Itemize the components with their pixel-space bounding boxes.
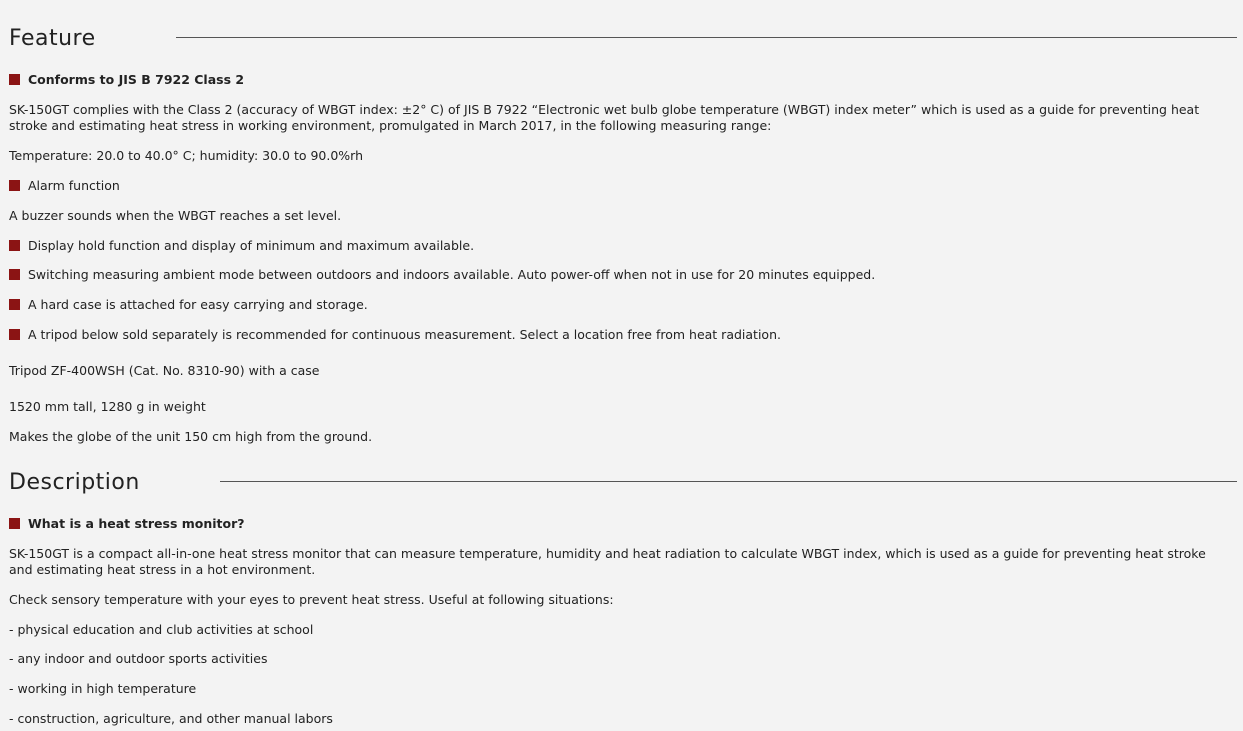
what-paragraph: SK-150GT is a compact all-in-one heat stress monitor that can measure temperature, humidity and heat radiation to calculate WBGT index, which is used as a guide for preventing heat stroke and estimating heat stress in a hot environment.	[9, 546, 1206, 577]
description-title: Description	[9, 469, 140, 495]
conforms-paragraph: SK-150GT complies with the Class 2 (accuracy of WBGT index: ±2° C) of JIS B 7922 “Electronic wet bulb globe temperature (WBGT) index meter” which is used as a guide for preventing heat stroke and estimating heat stress in working environment, promulgated in March 2017, in the following measuring range:	[9, 102, 1200, 133]
alarm-text: A buzzer sounds when the WBGT reaches a set level.	[9, 208, 342, 223]
tripod-size-text: 1520 mm tall, 1280 g in weight	[9, 399, 206, 414]
square-bullet-icon	[9, 240, 20, 251]
situation-item: - construction, agriculture, and other manual labors	[9, 711, 333, 726]
what-heading-text: What is a heat stress monitor?	[28, 516, 245, 531]
what-heading	[9, 516, 1231, 532]
situation-item: - working in high temperature	[9, 681, 197, 696]
switching-item	[9, 267, 1231, 283]
square-bullet-icon	[9, 180, 20, 191]
display-hold-text: Display hold function and display of minimum and maximum available.	[28, 238, 475, 253]
tripod-recommend-item	[9, 327, 1231, 343]
check-text: Check sensory temperature with your eyes to prevent heat stress. Useful at following situations:	[9, 592, 614, 607]
square-bullet-icon	[9, 74, 20, 85]
range-text: Temperature: 20.0 to 40.0° C; humidity: 30.0 to 90.0%rh	[9, 148, 364, 163]
tripod-model-text: Tripod ZF-400WSH (Cat. No. 8310-90) with a case	[9, 363, 320, 378]
description-divider	[220, 481, 1237, 482]
feature-title: Feature	[9, 25, 96, 51]
conforms-heading-text: Conforms to JIS B 7922 Class 2	[28, 72, 245, 87]
alarm-heading	[9, 178, 1231, 194]
tripod-recommend-text: A tripod below sold separately is recommended for continuous measurement. Select a location free from heat radiation.	[28, 327, 781, 342]
hard-case-text: A hard case is attached for easy carrying and storage.	[28, 297, 368, 312]
situation-item: - any indoor and outdoor sports activities	[9, 651, 268, 666]
square-bullet-icon	[9, 269, 20, 280]
feature-divider	[176, 37, 1237, 38]
square-bullet-icon	[9, 518, 20, 529]
hard-case-item	[9, 297, 1231, 313]
tripod-height-text: Makes the globe of the unit 150 cm high from the ground.	[9, 429, 373, 444]
display-hold-item	[9, 238, 1231, 254]
switching-text: Switching measuring ambient mode between outdoors and indoors available. Auto power-off when not in use for 20 minutes equipped.	[28, 267, 876, 282]
situation-item: - physical education and club activities at school	[9, 622, 314, 637]
square-bullet-icon	[9, 329, 20, 340]
description-heading	[9, 467, 140, 497]
conforms-heading	[9, 72, 1231, 88]
square-bullet-icon	[9, 299, 20, 310]
feature-heading	[9, 23, 96, 53]
alarm-heading-text: Alarm function	[28, 178, 120, 193]
